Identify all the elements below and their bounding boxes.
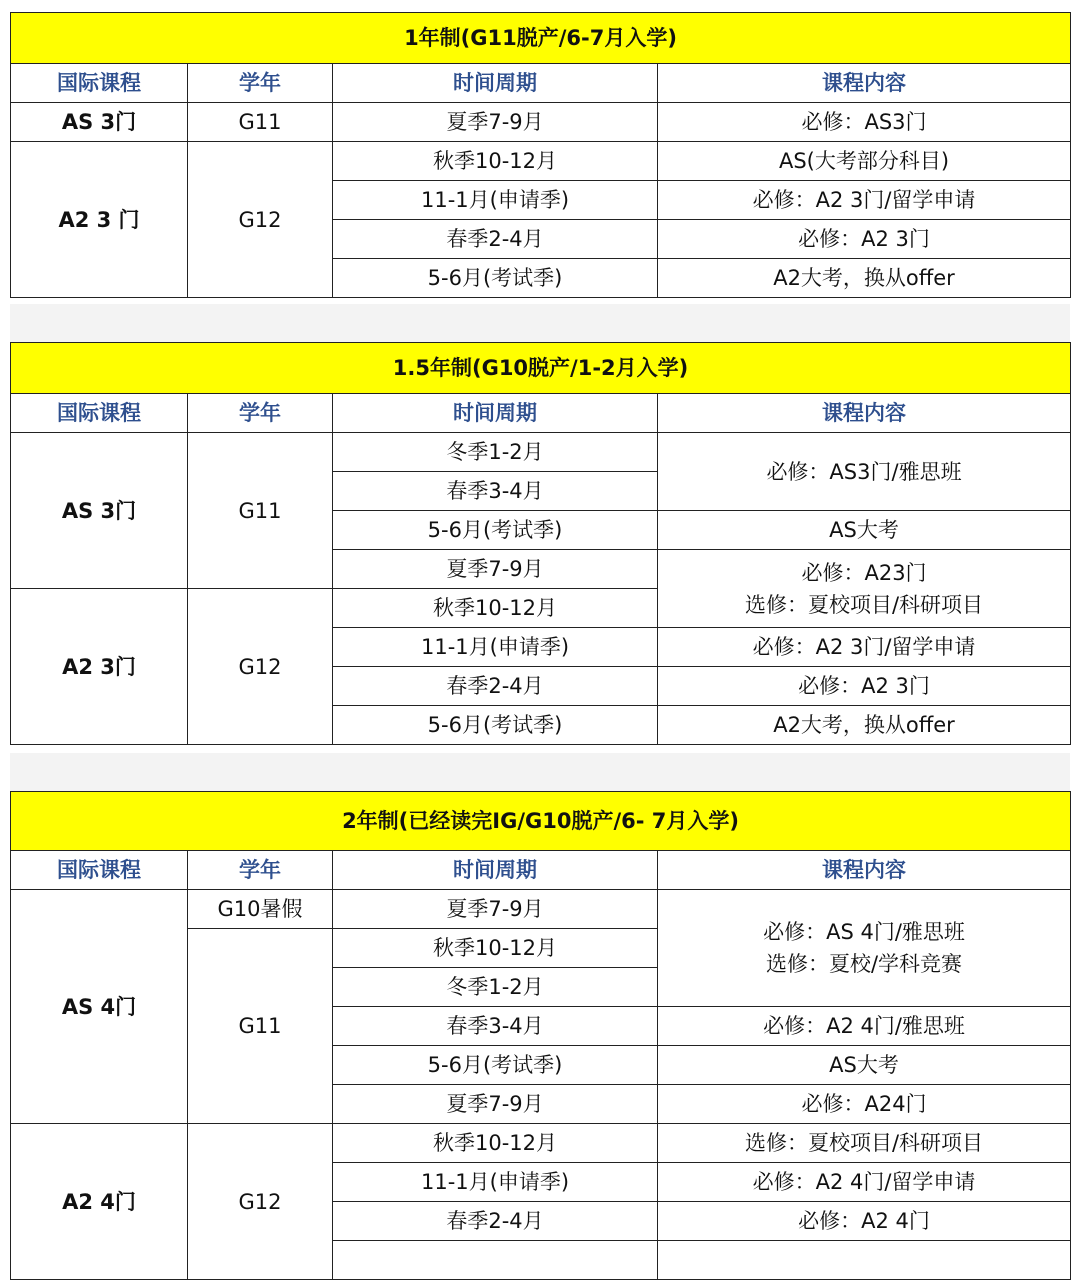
content-cell: 选修：夏校项目/科研项目 — [658, 1124, 1071, 1163]
header-row — [11, 64, 1071, 103]
content-cell: 必修：A2 3门 — [658, 220, 1071, 259]
table-row — [11, 433, 1071, 472]
content-cell: 必修：AS3门 — [658, 103, 1071, 142]
period-cell: 5-6月(考试季) — [333, 1046, 658, 1085]
header-content: 课程内容 — [658, 394, 1071, 433]
period-cell: 冬季1-2月 — [333, 433, 658, 472]
course-cell: A2 3 门 — [11, 142, 188, 298]
course-cell: A2 4门 — [11, 1124, 188, 1280]
content-cell: AS大考 — [658, 511, 1071, 550]
content-cell: 必修：A2 4门/雅思班 — [658, 1007, 1071, 1046]
content-cell — [658, 890, 1071, 1007]
year-cell: G11 — [188, 929, 333, 1124]
header-row — [11, 394, 1071, 433]
table-row — [11, 103, 1071, 142]
period-cell: 夏季7-9月 — [333, 550, 658, 589]
content-cell: 必修：A2 3门/留学申请 — [658, 181, 1071, 220]
course-cell: AS 3门 — [11, 433, 188, 589]
period-cell: 春季2-4月 — [333, 1202, 658, 1241]
header-course: 国际课程 — [11, 64, 188, 103]
year-cell: G12 — [188, 1124, 333, 1280]
year-cell: G11 — [188, 103, 333, 142]
header-row — [11, 851, 1071, 890]
content-cell: 必修：AS3门/雅思班 — [658, 433, 1071, 511]
content-cell: 必修：A2 3门/留学申请 — [658, 628, 1071, 667]
table-title: 2年制(已经读完IG/G10脱产/6- 7月入学) — [11, 792, 1071, 851]
period-cell: 5-6月(考试季) — [333, 511, 658, 550]
header-period: 时间周期 — [333, 64, 658, 103]
content-cell: 必修：A2 4门/留学申请 — [658, 1163, 1071, 1202]
section-gap — [10, 304, 1070, 342]
table-row — [11, 890, 1071, 929]
table-title: 1.5年制(G10脱产/1-2月入学) — [11, 343, 1071, 394]
content-line: 必修：A23门 — [801, 560, 927, 585]
period-cell: 秋季10-12月 — [333, 1124, 658, 1163]
content-cell — [658, 1241, 1071, 1280]
table-row — [11, 142, 1071, 181]
year-cell: G12 — [188, 589, 333, 745]
content-cell: AS(大考部分科目) — [658, 142, 1071, 181]
header-period: 时间周期 — [333, 394, 658, 433]
content-cell: A2大考，换从offer — [658, 259, 1071, 298]
course-cell: AS 3门 — [11, 103, 188, 142]
section-gap — [10, 753, 1070, 791]
year-cell: G12 — [188, 142, 333, 298]
content-line: 选修：夏校项目/科研项目 — [744, 592, 984, 617]
header-course: 国际课程 — [11, 394, 188, 433]
content-line: 必修：AS 4门/雅思班 — [763, 920, 965, 944]
period-cell: 5-6月(考试季) — [333, 259, 658, 298]
year-cell: G10暑假 — [188, 890, 333, 929]
period-cell: 春季2-4月 — [333, 667, 658, 706]
table-one-and-half-year — [10, 342, 1071, 745]
table-two-year — [10, 791, 1071, 1280]
period-cell: 夏季7-9月 — [333, 890, 658, 929]
course-cell: A2 3门 — [11, 589, 188, 745]
header-year: 学年 — [188, 394, 333, 433]
header-content: 课程内容 — [658, 64, 1071, 103]
content-cell: 必修：A2 3门 — [658, 667, 1071, 706]
period-cell: 11-1月(申请季) — [333, 628, 658, 667]
period-cell: 5-6月(考试季) — [333, 706, 658, 745]
header-year: 学年 — [188, 64, 333, 103]
period-cell: 冬季1-2月 — [333, 968, 658, 1007]
content-cell: 必修：A2 4门 — [658, 1202, 1071, 1241]
year-cell: G11 — [188, 433, 333, 589]
period-cell: 春季3-4月 — [333, 1007, 658, 1046]
course-cell: AS 4门 — [11, 890, 188, 1124]
period-cell: 夏季7-9月 — [333, 103, 658, 142]
content-cell — [658, 550, 1071, 628]
header-year: 学年 — [188, 851, 333, 890]
period-cell: 春季3-4月 — [333, 472, 658, 511]
content-line: 选修：夏校/学科竞赛 — [765, 952, 963, 976]
period-cell: 夏季7-9月 — [333, 1085, 658, 1124]
table-one-year — [10, 12, 1071, 298]
header-content: 课程内容 — [658, 851, 1071, 890]
period-cell — [333, 1241, 658, 1280]
table-row — [11, 1124, 1071, 1163]
header-course: 国际课程 — [11, 851, 188, 890]
period-cell: 11-1月(申请季) — [333, 181, 658, 220]
content-cell: AS大考 — [658, 1046, 1071, 1085]
content-cell: 必修：A24门 — [658, 1085, 1071, 1124]
period-cell: 秋季10-12月 — [333, 929, 658, 968]
period-cell: 11-1月(申请季) — [333, 1163, 658, 1202]
period-cell: 秋季10-12月 — [333, 589, 658, 628]
header-period: 时间周期 — [333, 851, 658, 890]
table-title: 1年制(G11脱产/6-7月入学) — [11, 13, 1071, 64]
content-cell: A2大考，换从offer — [658, 706, 1071, 745]
period-cell: 秋季10-12月 — [333, 142, 658, 181]
period-cell: 春季2-4月 — [333, 220, 658, 259]
